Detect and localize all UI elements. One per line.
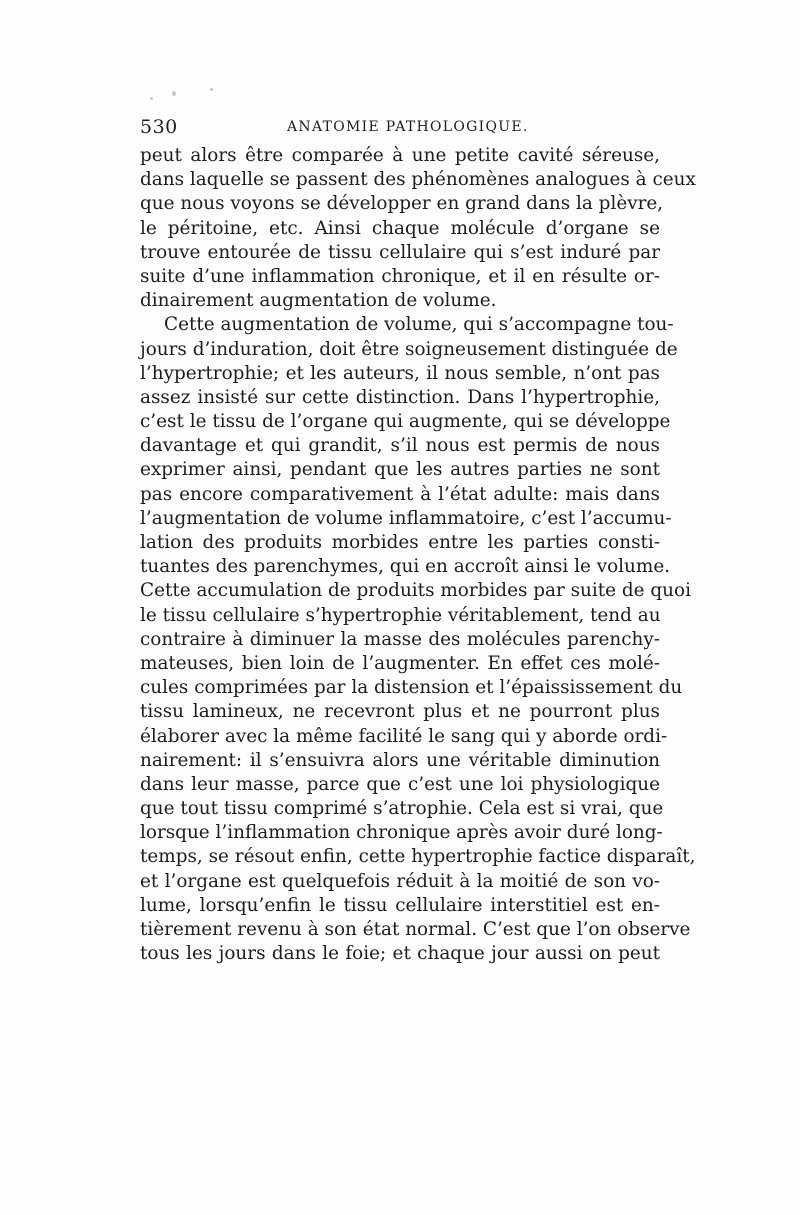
text-line: temps, se résout enfin, cette hypertrophie factice disparaît, — [140, 846, 696, 868]
text-line: le péritoine, etc. Ainsi chaque molécule d’organe se — [140, 217, 660, 239]
text-line: pas encore comparativement à l’état adulte: mais dans — [140, 483, 660, 505]
running-title: ANATOMIE PATHOLOGIQUE. — [287, 119, 529, 135]
text-line: nairement: il s’ensuivra alors une véritable diminution — [140, 749, 660, 771]
speck — [172, 91, 176, 96]
text-line: peut alors être comparée à une petite cavité séreuse, — [140, 145, 660, 166]
text-line: élaborer avec la même facilité le sang qui y aborde ordi- — [140, 725, 668, 747]
text-line: tissu lamineux, ne recevront plus et ne pourront plus — [140, 701, 660, 723]
text-line: l’augmentation de volume inflammatoire, c’est l’accumu- — [140, 507, 672, 529]
text-line: lume, lorsqu’enfin le tissu cellulaire interstitiel est en- — [140, 894, 660, 916]
text-line: cules comprimées par la distension et l’épaississement du — [140, 677, 683, 699]
text-line: exprimer ainsi, pendant que les autres parties ne sont — [140, 459, 660, 481]
text-line: mateuses, bien loin de l’augmenter. En effet ces molé- — [140, 652, 660, 674]
text-line: tuantes des parenchymes, qui en accroît ainsi le volume. — [140, 556, 671, 578]
running-head — [140, 116, 660, 138]
text-line: Cette accumulation de produits morbides par suite de quoi — [140, 580, 691, 602]
paper-specks — [150, 88, 230, 108]
text-line: le tissu cellulaire s’hypertrophie véritablement, tend au — [140, 604, 661, 626]
text-line: lation des produits morbides entre les parties consti- — [140, 532, 660, 553]
text-line: que tout tissu comprimé s’atrophie. Cela est si vrai, que — [140, 798, 664, 820]
speck — [210, 88, 213, 91]
text-line: que nous voyons se développer en grand dans la plèvre, — [140, 193, 664, 215]
text-line: suite d’une inflammation chronique, et il en résulte or- — [140, 265, 660, 287]
text-line: tièrement revenu à son état normal. C’est que l’on observe — [140, 919, 691, 940]
text-line: dinairement augmentation de volume. — [140, 290, 497, 312]
text-line: lorsque l’inflammation chronique après avoir duré long- — [140, 822, 663, 844]
speck — [150, 97, 153, 100]
body-text — [140, 144, 696, 966]
text-line: et l’organe est quelquefois réduit à la moitié de son vo- — [140, 870, 660, 892]
text-line: dans leur masse, parce que c’est une loi physiologique — [140, 773, 660, 795]
text-line: trouve entourée de tissu cellulaire qui s’est induré par — [140, 241, 660, 263]
text-line: davantage et qui grandit, s’il nous est permis de nous — [140, 435, 660, 457]
text-line: c’est le tissu de l’organe qui augmente, qui se développe — [140, 411, 671, 433]
text-line: Cette augmentation de volume, qui s’accompagne tou- — [164, 314, 674, 336]
text-line: tous les jours dans le foie; et chaque jour aussi on peut — [140, 943, 660, 965]
text-line: l’hypertrophie; et les auteurs, il nous semble, n’ont pas — [140, 362, 660, 384]
page-number: 530 — [140, 116, 178, 138]
text-line: jours d’induration, doit être soigneusement distinguée de — [140, 338, 678, 360]
text-line: dans laquelle se passent des phénomènes analogues à ceux — [140, 169, 696, 191]
text-line: contraire à diminuer la masse des molécules parenchy- — [140, 628, 660, 650]
text-line: assez insisté sur cette distinction. Dans l’hypertrophie, — [140, 386, 660, 408]
